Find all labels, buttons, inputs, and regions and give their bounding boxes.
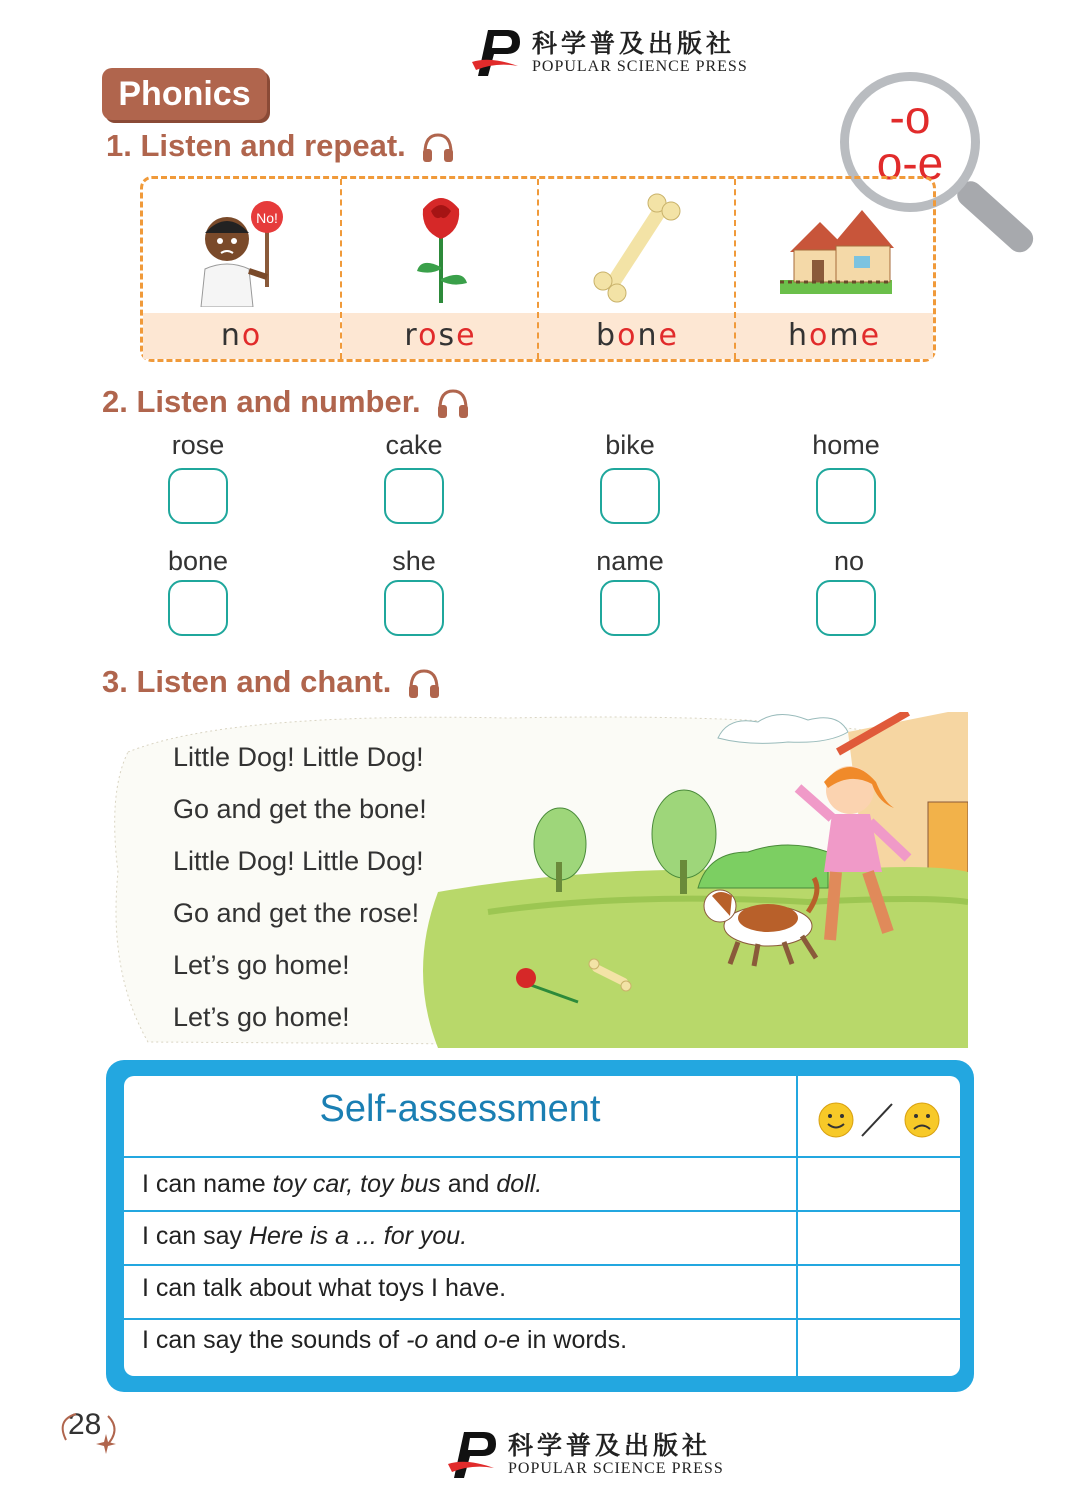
word-bone [539, 313, 736, 359]
self-assessment-row-line [124, 1264, 960, 1266]
self-assessment-row-line [124, 1210, 960, 1212]
word-bone-e: e [658, 318, 679, 353]
assessment-item-1 [142, 1170, 542, 1199]
number-box-cake[interactable] [384, 468, 444, 524]
chant-line-2: Go and get the bone! [173, 794, 427, 824]
section3-heading-text: 3. Listen and chant. [102, 664, 392, 699]
number-box-home[interactable] [816, 468, 876, 524]
headphones-icon[interactable] [406, 667, 442, 701]
section1-heading-text: 1. Listen and repeat. [106, 128, 406, 163]
word-card-no[interactable] [143, 179, 340, 359]
publisher-name-cn: 科学普及出版社 [532, 29, 736, 58]
publisher-name-en: POPULAR SCIENCE PRESS [508, 1460, 724, 1477]
assessment-item-3 [142, 1274, 506, 1303]
self-assessment-title: Self-assessment [319, 1088, 601, 1130]
smiley-frown-icons [816, 1100, 946, 1140]
publisher-emblem-icon [446, 1428, 498, 1482]
chant-line-4: Go and get the rose! [173, 898, 420, 928]
number-word-bone: bone [167, 546, 229, 576]
number-box-bone[interactable] [168, 580, 228, 636]
listen-repeat-box [140, 176, 936, 362]
number-box-no[interactable] [816, 580, 876, 636]
publisher-emblem-icon [470, 26, 522, 80]
number-word-rose: rose [171, 430, 225, 460]
word-rose-vowel: o [418, 318, 439, 353]
number-box-rose[interactable] [168, 468, 228, 524]
publisher-logo-top [470, 26, 748, 80]
page-number-swirl-icon [56, 1410, 126, 1460]
boy-with-sign-illustration [143, 179, 340, 315]
publisher-logo-bottom [446, 1428, 724, 1482]
number-word-no: no [833, 546, 865, 576]
assessment-italic: Here is a ... for you. [249, 1222, 468, 1250]
smiley-icon [819, 1103, 853, 1137]
word-bone-l2: n [637, 318, 659, 353]
word-home-e: e [860, 318, 882, 353]
frown-icon [905, 1103, 939, 1137]
word-bone-vowel: o [617, 318, 638, 353]
self-assessment-row-line [124, 1318, 960, 1320]
phonics-tag: Phonics [102, 68, 267, 120]
word-card-home[interactable] [734, 179, 933, 359]
number-box-she[interactable] [384, 580, 444, 636]
house-illustration [736, 179, 933, 315]
magnifier-line2: o-e [876, 137, 944, 189]
word-card-rose[interactable] [340, 179, 539, 359]
self-assessment-row-line [124, 1156, 960, 1158]
word-rose-e: e [456, 318, 477, 353]
self-assessment-divider [796, 1076, 798, 1376]
assessment-text: I can talk about what toys I have. [142, 1274, 507, 1302]
magnifier-handle [952, 176, 1038, 257]
number-word-cake: cake [385, 430, 443, 460]
page-number: 28 [68, 1408, 102, 1441]
assessment-italic: toy car, toy bus [272, 1170, 441, 1198]
headphones-icon[interactable] [420, 131, 456, 165]
section3-heading [102, 664, 442, 701]
word-bone-l1: b [596, 318, 618, 353]
number-word-home: home [812, 430, 880, 460]
assessment-text: I can say [142, 1222, 249, 1250]
assessment-text: I can say the sounds of [142, 1326, 407, 1354]
word-home-l1: h [787, 318, 809, 353]
section1-heading [106, 128, 456, 165]
assessment-text: I can name [142, 1170, 273, 1198]
chant-line-5: Let’s go home! [173, 950, 350, 980]
headphones-icon[interactable] [435, 387, 471, 421]
word-rose-l1: r [404, 318, 419, 353]
assessment-italic: -o [406, 1326, 429, 1354]
assessment-text: in words. [520, 1326, 628, 1354]
number-box-bike[interactable] [600, 468, 660, 524]
number-box-name[interactable] [600, 580, 660, 636]
word-rose [342, 313, 539, 359]
rose-illustration [342, 179, 539, 315]
word-home [736, 313, 933, 359]
word-home-vowel: o [808, 318, 830, 353]
assessment-item-4 [142, 1326, 627, 1355]
section2-heading [102, 384, 471, 421]
word-no [143, 313, 340, 359]
word-rose-l2: s [438, 318, 457, 353]
chant-line-1: Little Dog! Little Dog! [173, 742, 424, 772]
number-word-she: she [392, 546, 436, 576]
chant-line-3: Little Dog! Little Dog! [173, 846, 424, 876]
word-home-l2: m [829, 318, 861, 353]
sign-text: No! [255, 210, 278, 226]
number-word-bike: bike [605, 430, 655, 460]
magnifier-line1: -o [889, 91, 931, 143]
section2-heading-text: 2. Listen and number. [102, 384, 421, 419]
word-no-vowel: o [241, 318, 263, 353]
assessment-italic: doll. [496, 1170, 543, 1198]
assessment-text: and [428, 1326, 484, 1354]
number-word-name: name [596, 546, 664, 576]
word-card-bone[interactable] [537, 179, 736, 359]
word-no-letter: n [220, 318, 242, 353]
assessment-text: and [440, 1170, 497, 1198]
bone-illustration [539, 179, 736, 315]
chant-line-6: Let’s go home! [173, 1002, 350, 1032]
assessment-italic: o-e [483, 1326, 521, 1354]
publisher-name-cn: 科学普及出版社 [508, 1431, 712, 1460]
assessment-item-2 [142, 1222, 467, 1251]
publisher-name-en: POPULAR SCIENCE PRESS [532, 58, 748, 75]
